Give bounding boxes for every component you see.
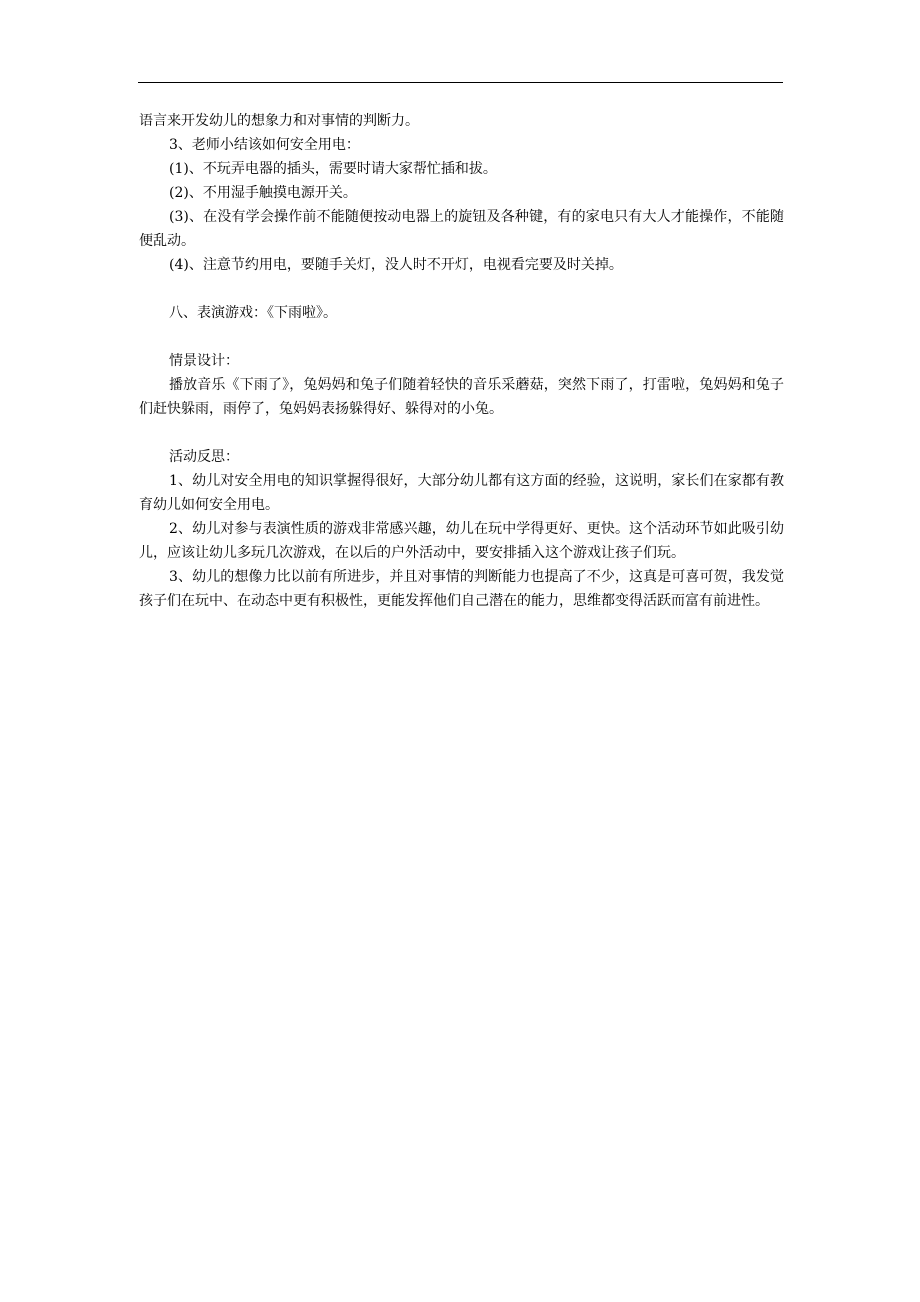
- reflection-item-3: 3、幼儿的想像力比以前有所进步，并且对事情的判断能力也提高了不少，这真是可喜可贺，我发觉孩子们在玩中、在动态中更有积极性，更能发挥他们自己潜在的能力，思维都变得活跃而富有前进性。: [139, 569, 784, 609]
- document-body: [139, 109, 784, 613]
- paragraph-rule-1: (1)、不玩弄电器的插头，需要时请大家帮忙插和拔。: [169, 161, 497, 177]
- reflection-heading: 活动反思：: [169, 449, 239, 465]
- paragraph-rule-2: (2)、不用湿手触摸电源开关。: [169, 185, 357, 201]
- paragraph-continuation: 语言来开发幼儿的想象力和对事情的判断力。: [139, 113, 419, 129]
- scene-design-heading: 情景设计：: [169, 353, 239, 369]
- paragraph-rule-3: (3)、在没有学会操作前不能随便按动电器上的旋钮及各种键，有的家电只有大人才能操作，不能随便乱动。: [139, 209, 784, 249]
- reflection-item-1: 1、幼儿对安全用电的知识掌握得很好，大部分幼儿都有这方面的经验，这说明，家长们在家都有教育幼儿如何安全用电。: [139, 473, 784, 513]
- section-heading-game: 八、表演游戏：《下雨啦》。: [169, 305, 337, 321]
- spacer: [139, 325, 784, 349]
- header-rule: [138, 82, 783, 83]
- scene-design-text: 播放音乐《下雨了》，兔妈妈和兔子们随着轻快的音乐采蘑菇，突然下雨了，打雷啦，兔妈妈和兔子们赶快躲雨，雨停了，兔妈妈表扬躲得好、躲得对的小兔。: [139, 377, 784, 417]
- spacer: [139, 421, 784, 445]
- reflection-item-2: 2、幼儿对参与表演性质的游戏非常感兴趣，幼儿在玩中学得更好、更快。这个活动环节如此吸引幼儿，应该让幼儿多玩几次游戏，在以后的户外活动中，要安排插入这个游戏让孩子们玩。: [139, 521, 784, 561]
- paragraph-summary-heading: 3、老师小结该如何安全用电：: [169, 137, 360, 153]
- paragraph-rule-4: (4)、注意节约用电，要随手关灯，没人时不开灯，电视看完要及时关掉。: [169, 257, 623, 273]
- spacer: [139, 277, 784, 301]
